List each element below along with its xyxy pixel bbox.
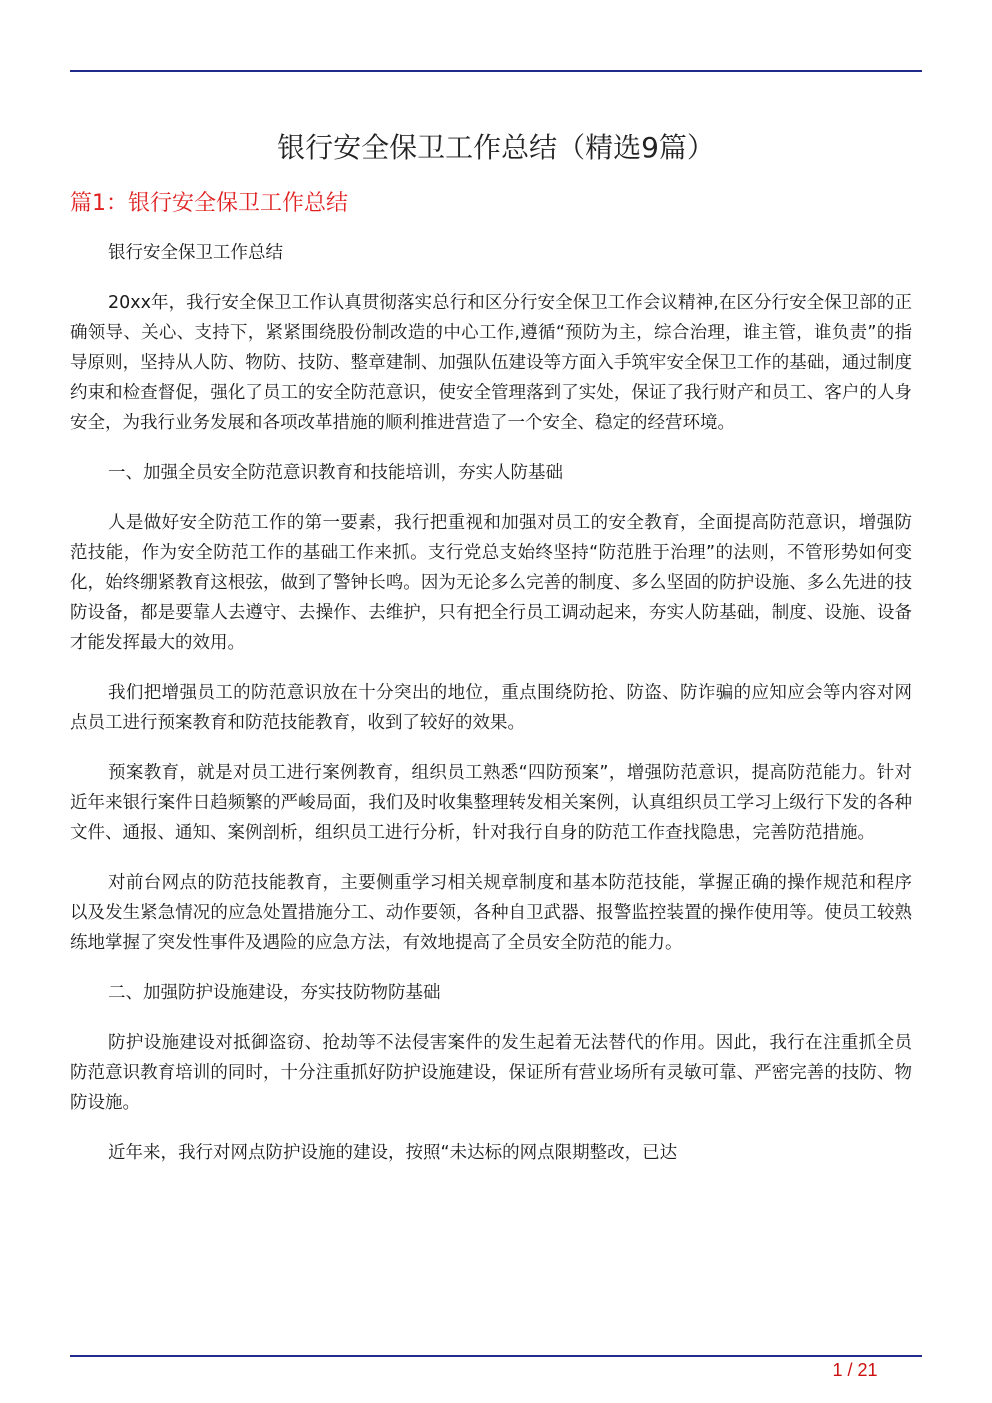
footer-rule: [70, 1355, 922, 1357]
paragraph: 对前台网点的防范技能教育，主要侧重学习相关规章制度和基本防范技能，掌握正确的操作规范和程序以及发生紧急情况的应急处置措施分工、动作要领，各种自卫武器、报警监控装置的操作使用等。使员工较熟练地掌握了突发性事件及遇险的应急方法，有效地提高了全员安全防范的能力。: [70, 873, 912, 953]
paragraph-subtitle: 银行安全保卫工作总结: [108, 243, 283, 263]
page-number: 1 / 21: [832, 1360, 878, 1380]
section-heading: 篇1：银行安全保卫工作总结: [70, 191, 348, 216]
document-body: [70, 238, 912, 1188]
paragraph: 20xx年，我行安全保卫工作认真贯彻落实总行和区分行安全保卫工作会议精神,在区分行安全保卫部的正确领导、关心、支持下，紧紧围绕股份制改造的中心工作,遵循“预防为主，综合治理，谁主管，谁负责”的指导原则，坚持从人防、物防、技防、整章建制、加强队伍建设等方面入手筑牢安全保卫工作的基础，通过制度约束和检查督促，强化了员工的安全防范意识，使安全管理落到了实处，保证了我行财产和员工、客户的人身安全，为我行业务发展和各项改革措施的顺利推进营造了一个安全、稳定的经营环境。: [70, 293, 912, 433]
paragraph: 我们把增强员工的防范意识放在十分突出的地位，重点围绕防抢、防盗、防诈骗的应知应会等内容对网点员工进行预案教育和防范技能教育，收到了较好的效果。: [70, 683, 912, 733]
document-title: 银行安全保卫工作总结（精选9篇）: [277, 131, 715, 164]
paragraph: 近年来，我行对网点防护设施的建设，按照“未达标的网点限期整改，已达: [108, 1143, 678, 1163]
subheading-two: 二、加强防护设施建设，夯实技防物防基础: [108, 983, 441, 1003]
paragraph: 人是做好安全防范工作的第一要素，我行把重视和加强对员工的安全教育，全面提高防范意识，增强防范技能，作为安全防范工作的基础工作来抓。支行党总支始终坚持“防范胜于治理”的法则，不管形势如何变化，始终绷紧教育这根弦，做到了警钟长鸣。因为无论多么完善的制度、多么坚固的防护设施、多么先进的技防设备，都是要靠人去遵守、去操作、去维护，只有把全行员工调动起来，夯实人防基础，制度、设施、设备才能发挥最大的效用。: [70, 513, 912, 653]
paragraph: 防护设施建设对抵御盗窃、抢劫等不法侵害案件的发生起着无法替代的作用。因此，我行在注重抓全员防范意识教育培训的同时，十分注重抓好防护设施建设，保证所有营业场所有灵敏可靠、严密完善的技防、物防设施。: [70, 1033, 912, 1113]
header-rule: [70, 70, 922, 72]
subheading-one: 一、加强全员安全防范意识教育和技能培训，夯实人防基础: [108, 463, 563, 483]
paragraph: 预案教育，就是对员工进行案例教育，组织员工熟悉“四防预案”，增强防范意识，提高防范能力。针对近年来银行案件日趋频繁的严峻局面，我们及时收集整理转发相关案例，认真组织员工学习上级行下发的各种文件、通报、通知、案例剖析，组织员工进行分析，针对我行自身的防范工作查找隐患，完善防范措施。: [70, 763, 912, 843]
